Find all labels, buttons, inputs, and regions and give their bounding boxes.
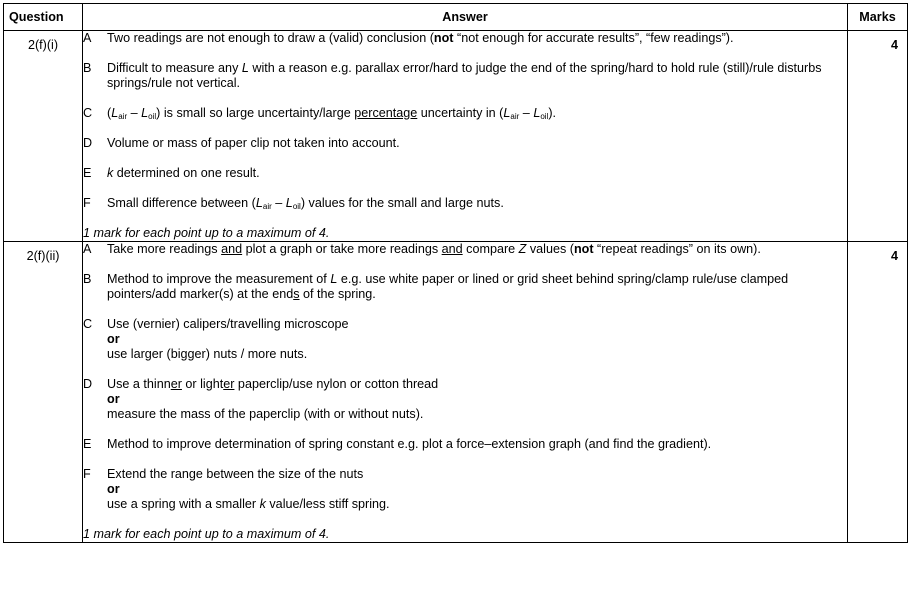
mark-note: 1 mark for each point up to a maximum of 4. [83,527,330,541]
table-row [4,31,908,242]
answer-point: D Volume or mass of paper clip not taken into account. [83,136,400,150]
answer-point: C $(L_{air} - L_{oil})$ is small so large uncertainty/large percentage uncertainty in $(L_{air} - L_{oil})$. [83,106,557,121]
answer-point: C Use (vernier) calipers/travelling microscope or use larger (bigger) nuts / more nuts. [83,317,349,361]
question-header: Question [4,4,83,31]
answer-cell [83,242,848,543]
marks-value: 4 [848,242,908,543]
marks-header: Marks [848,4,908,31]
table-row [4,242,908,543]
answer-cell [83,31,848,242]
point-letter: D [83,136,93,150]
point-letter: B [83,272,92,286]
answer-point: B Difficult to measure any L with a reason e.g. parallax error/hard to judge the end of the spring/hard to hold rule (still)/rule disturbs springs/rule not vertical. [83,61,822,90]
point-letter: A [83,31,92,45]
point-letter: F [83,196,91,210]
answer-point: A Take more readings and plot a graph or take more readings and compare Z values (not “repeat readings” on its own). [83,242,761,256]
point-letter: E [83,437,92,451]
answer-point: D Use a thinner or lighter paperclip/use nylon or cotton thread or measure the mass of the paperclip (with or without nuts). [83,377,439,421]
point-letter: C [83,106,93,120]
answer-point: F Small difference between $(L_{air} - L_{oil})$ values for the small and large nuts. [83,196,504,211]
mark-scheme-table [3,3,908,543]
point-letter: D [83,377,93,391]
point-letter: C [83,317,93,331]
marks-value: 4 [848,31,908,242]
answer-header: Answer [83,4,848,31]
point-letter: E [83,166,92,180]
answer-point: E Method to improve determination of spring constant e.g. plot a force–extension graph (and find the gradient). [83,437,712,451]
mark-note: 1 mark for each point up to a maximum of 4. [83,226,330,240]
point-letter: F [83,467,91,481]
answer-point: B Method to improve the measurement of L e.g. use white paper or lined or grid sheet behind spring/clamp rule/use clamped pointers/add marker(s) at the ends of the spring. [83,272,789,301]
answer-point: A Two readings are not enough to draw a (valid) conclusion (not “not enough for accurate results”, “few readings”). [83,31,734,45]
point-letter: B [83,61,92,75]
question-number: 2(f)(i) [4,31,83,242]
answer-point: F Extend the range between the size of the nuts or use a spring with a smaller k value/less stiff spring. [83,467,390,511]
answer-point: E k determined on one result. [83,166,260,180]
point-letter: A [83,242,92,256]
question-number: 2(f)(ii) [4,242,83,543]
header-row [4,4,908,31]
